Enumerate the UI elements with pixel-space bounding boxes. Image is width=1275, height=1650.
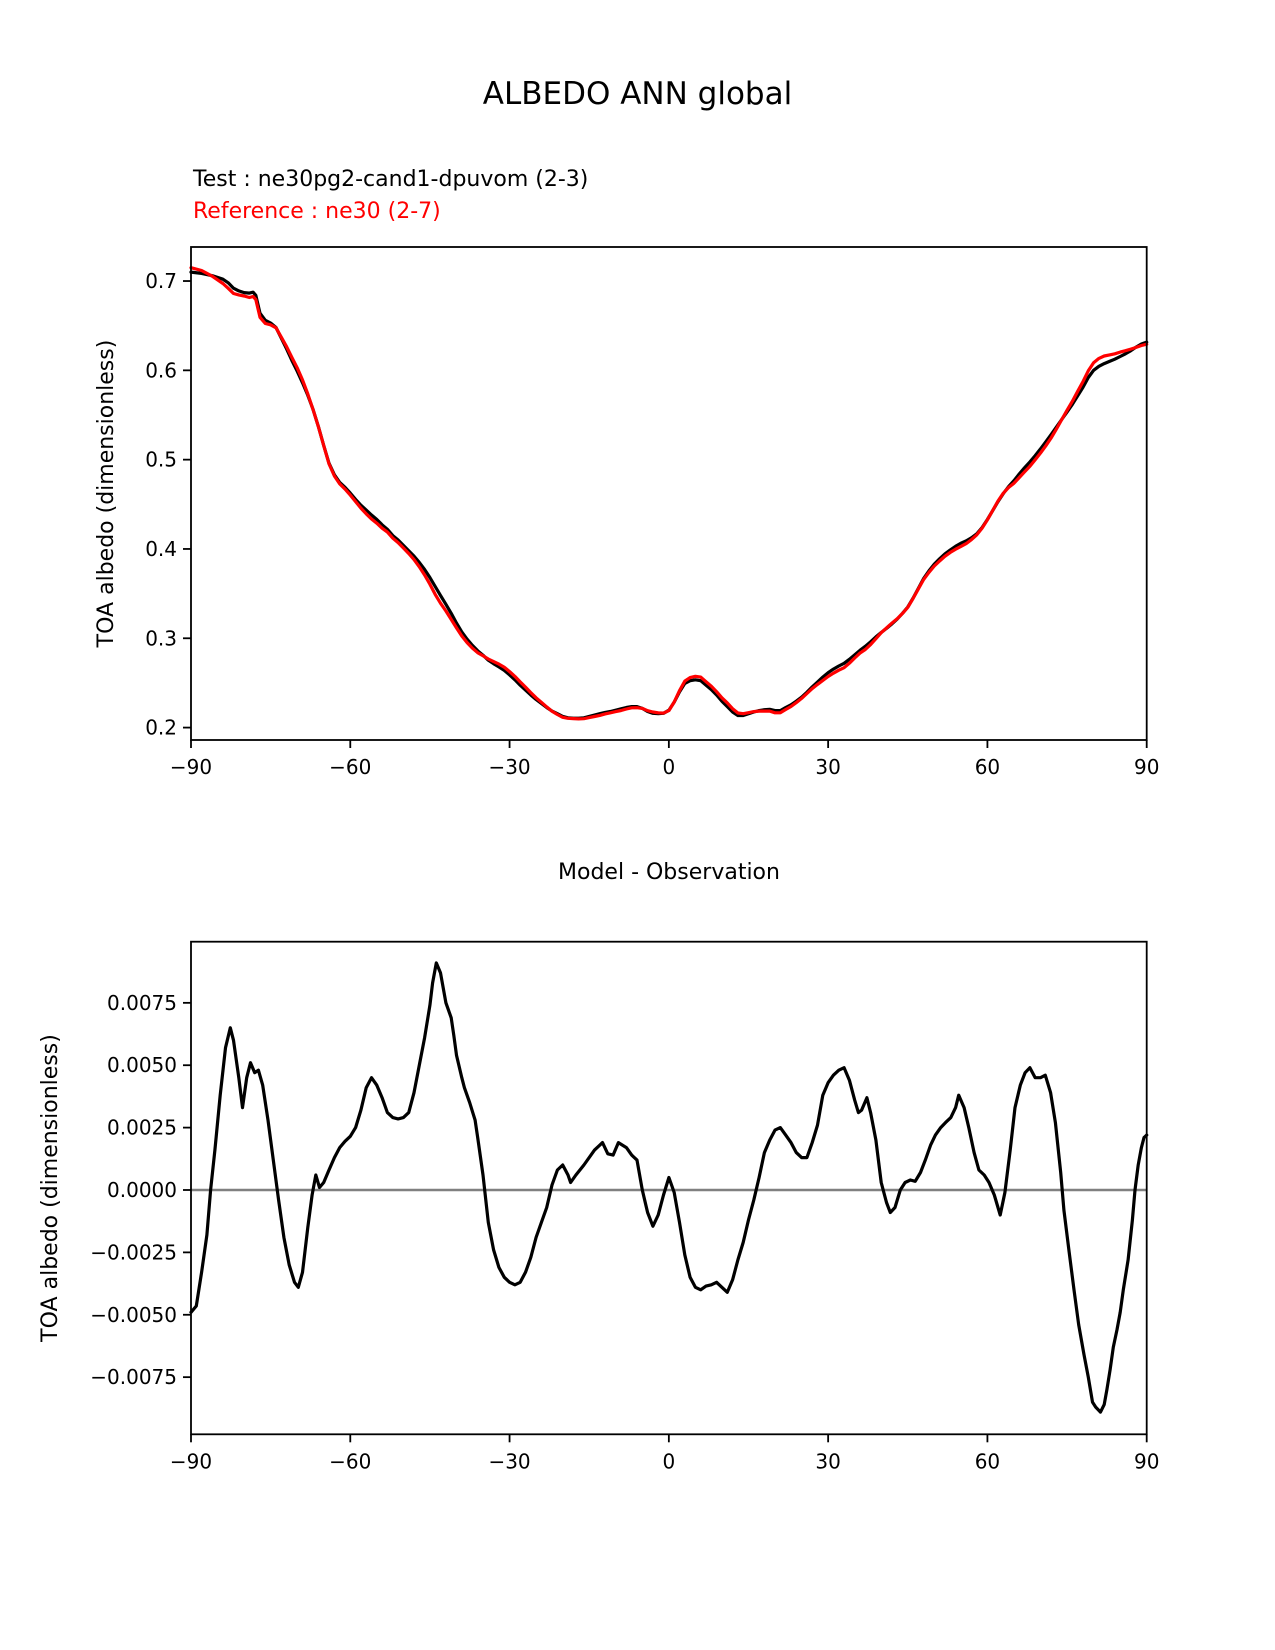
y-tick-label: 0.6 bbox=[145, 358, 177, 383]
x-tick-label: −60 bbox=[329, 755, 372, 779]
page-title: ALBEDO ANN global bbox=[482, 76, 793, 112]
x-tick-label: 60 bbox=[974, 755, 1001, 779]
legend-reference-label: Reference : ne30 (2-7) bbox=[193, 199, 441, 224]
y-tick-label: 0.0050 bbox=[107, 1053, 177, 1078]
y-tick-label: 0.4 bbox=[145, 536, 177, 561]
y-tick-label: 0.5 bbox=[145, 447, 177, 472]
x-tick-label: 0 bbox=[662, 1449, 676, 1474]
y-tick-label: 0.0075 bbox=[107, 990, 177, 1015]
y-tick-label: 0.3 bbox=[145, 626, 177, 651]
panel1-ylabel: TOA albedo (dimensionless) bbox=[94, 339, 119, 648]
panel2-series-0-line bbox=[191, 963, 1147, 1412]
panel2-frame bbox=[191, 942, 1147, 1435]
x-tick-label: 60 bbox=[974, 1449, 1001, 1474]
panel2-ylabel: TOA albedo (dimensionless) bbox=[38, 1034, 63, 1342]
y-tick-label: 0.0025 bbox=[107, 1115, 177, 1140]
y-tick-label: −0.0050 bbox=[90, 1302, 177, 1327]
x-tick-label: 30 bbox=[815, 755, 841, 779]
x-tick-label: −30 bbox=[488, 1449, 531, 1474]
x-tick-label: −30 bbox=[488, 755, 531, 779]
y-tick-label: 0.7 bbox=[145, 269, 177, 294]
y-tick-label: −0.0025 bbox=[90, 1240, 177, 1265]
x-tick-label: 90 bbox=[1133, 1449, 1160, 1474]
x-tick-label: −60 bbox=[329, 1449, 372, 1474]
x-tick-label: −90 bbox=[169, 1449, 213, 1474]
x-tick-label: 30 bbox=[815, 1449, 841, 1474]
y-tick-label: 0.0000 bbox=[107, 1177, 177, 1202]
y-tick-label: 0.2 bbox=[145, 715, 177, 740]
x-tick-label: 0 bbox=[662, 755, 676, 779]
diff-panel-title: Model - Observation bbox=[558, 860, 780, 885]
y-tick-label: −0.0075 bbox=[90, 1365, 177, 1390]
panel1-series-1-line bbox=[191, 268, 1147, 719]
x-tick-label: −90 bbox=[169, 755, 213, 779]
legend-test-label: Test : ne30pg2-cand1-dpuvom (2-3) bbox=[193, 167, 589, 192]
x-tick-label: 90 bbox=[1133, 755, 1160, 779]
